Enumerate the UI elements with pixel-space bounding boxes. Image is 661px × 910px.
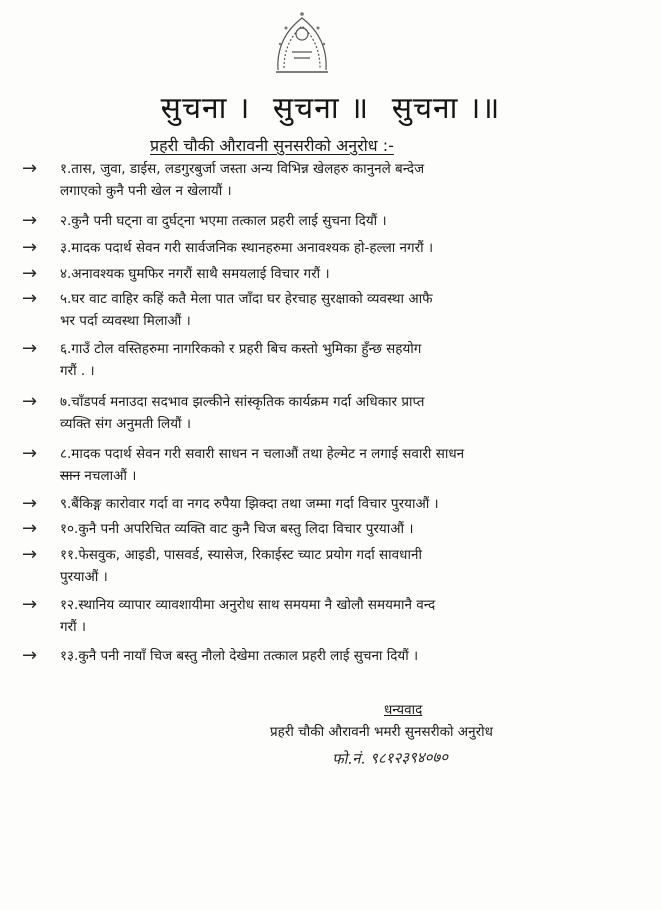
arrow-icon: → [22, 237, 38, 258]
item-line: ९.बैंकिङ्ग कारोवार गर्दा वा नगद रुपैया झिक्दा तथा जम्मा गर्दा विचार पुरयाऔं । [60, 496, 439, 512]
item-line: ४.अनावश्यक घुमफिर नगरौं साथै समयलाई विचार गरौं । [60, 266, 330, 282]
arrow-icon: → [22, 443, 38, 464]
title-part: सुचना ॥ [272, 91, 370, 126]
arrow-icon: → [22, 391, 38, 412]
arrow-icon: → [22, 645, 38, 666]
subtitle: प्रहरी चौकी औरावनी सुनसरीको अनुरोध :- [150, 136, 394, 155]
arrow-icon: → [22, 338, 38, 359]
item-line: व्यक्ति संग अनुमती लियौं । [60, 416, 191, 432]
item-line: १३.कुनै पनी नायाँ चिज बस्तु नौलो देखेमा तत्काल प्रहरी लाई सुचना दियौं । [60, 648, 419, 664]
arrow-icon: → [22, 518, 38, 539]
item-line: भर पर्दा व्यवस्था मिलाऔं । [60, 313, 191, 329]
arrow-icon: → [22, 544, 38, 565]
item-line: ५.घर वाट वाहिर कहिं कतै मेला पात जाँदा घर हेरचाह सुरक्षाको व्यवस्था आफै [60, 291, 433, 307]
item-line: २.कुनै पनी घट्ना वा दुर्घट्ना भएमा तत्काल प्रहरी लाई सुचना दियौं । [60, 213, 387, 229]
item-line: नचलाऔं । [84, 468, 137, 484]
arrow-icon: → [22, 158, 38, 179]
thanks-text: धन्यवाद [384, 702, 423, 718]
arrow-icon: → [22, 210, 38, 231]
arrow-icon: → [22, 594, 38, 615]
item-line: १२.स्थानिय व्यापार व्यावशायीमा अनुरोध साथ समयमा नै खोलौ समयमानै वन्द [60, 597, 436, 613]
item-line: ६.गाउँ टोल वस्तिहरुमा नागरिकको र प्रहरी बिच कस्तो भुमिका हुँन्छ सहयोग [60, 341, 422, 357]
page-title [0, 86, 661, 127]
title-part: सुचना ।॥ [391, 91, 501, 126]
item-line: गरौं । [60, 619, 87, 635]
phone-number: फो.नं. ९८१२३९४०७० [331, 747, 449, 769]
item-line: ११.फेसवुक, आइडी, पासवर्ड, स्यासेज, रिकाईस्ट च्याट प्रयोग गर्दा सावधानी [60, 547, 422, 563]
nepal-emblem-icon [262, 8, 342, 78]
arrow-icon: → [22, 263, 38, 284]
arrow-icon: → [22, 493, 38, 514]
item-line: गरौं . । [60, 363, 95, 379]
signature-text: प्रहरी चौकी औरावनी भमरी सुनसरीको अनुरोध [270, 724, 493, 740]
struck-text: सान [60, 468, 81, 484]
item-line: ८.मादक पदार्थ सेवन गरी सवारी साधन न चलाऔं तथा हेल्मेट न लगाई सवारी साधन [60, 446, 465, 462]
item-line: १०.कुनै पनी अपरिचित व्यक्ति वाट कुनै चिज बस्तु लिदा विचार पुरयाऔं । [60, 521, 414, 537]
item-line: ७.चाँडपर्व मनाउदा सदभाव झल्कीने सांस्कृतिक कार्यक्रम गर्दा अधिकार प्राप्त [60, 394, 425, 410]
title-part: सुचना । [160, 91, 251, 126]
item-line: १.तास, जुवा, डाईस, लडगुरबुर्जा जस्ता अन्य विभिन्न खेलहरु कानुनले बन्देज [60, 161, 425, 177]
arrow-icon: → [22, 288, 38, 309]
item-line: ३.मादक पदार्थ सेवन गरी सार्वजनिक स्थानहरुमा अनावश्यक हो-हल्ला नगरौं । [60, 240, 434, 256]
item-line: पुरयाऔं । [60, 569, 108, 585]
item-line: लगाएको कुनै पनी खेल न खेलायौं । [60, 183, 232, 199]
